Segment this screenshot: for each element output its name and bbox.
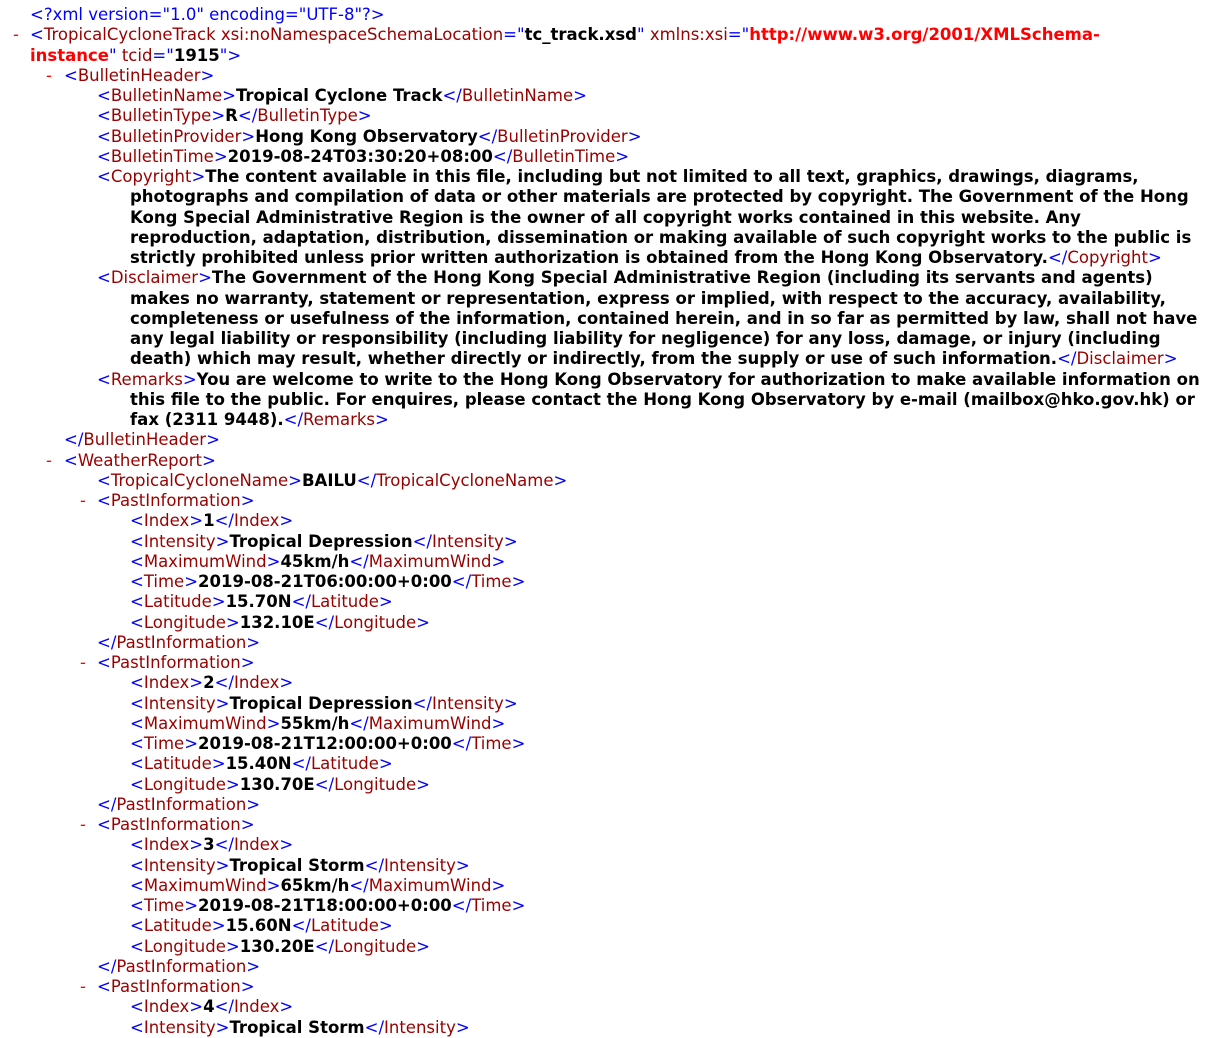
disclaimer-element: <Disclaimer>The Government of the Hong Kong Special Administrative Region (including its servants and agents) makes no warranty, statement or representation, express or implied, with respect to the accuracy, availability, completeness or usefulness of the information, contained herein, and in so far as permitted by law, shall not have any legal liability or responsibility (including liability for negligence) for any loss, damage, or injury (including death) which may result, whether directly or indirectly, from the supply or use of such information.</Disclaimer> [97,268,1198,369]
copyright-element: <Copyright>The content available in this file, including but not limited to all text, graphics, drawings, diagrams, photographs and compilation of data or other materials are protected by copyright. The Government of the Hong Kong Special Administrative Region is the owner of all copyright works contained in this website. Any reproduction, adaptation, distribution, dissemination or making available of such copyright works to the public is strictly prohibited unless prior written authorization is obtained from the Hong Kong Observatory.</Copyright> [97,167,1192,267]
root-open-tag: - <TropicalCycloneTrack xsi:noNamespaceSchemaLocation="tc_track.xsd" xmlns:xsi="http://www.w3.org/2001/XMLSchema-instance" tcid="1915"> [13,25,1100,65]
past-intensity-element: <Intensity>Tropical Depression</Intensity> [130,531,518,551]
past-index-element: <Index>2</Index> [130,673,294,693]
past-information-open: - <PastInformation> [80,977,255,996]
root-collapse-toggle[interactable]: - [13,25,19,45]
past-information-collapse-toggle[interactable]: - [80,653,86,672]
past-intensity-element: <Intensity>Tropical Storm</Intensity> [130,1017,470,1037]
past-information-close: </PastInformation> [97,632,261,652]
bulletin-provider-element: <BulletinProvider>Hong Kong Observatory</BulletinProvider> [97,126,642,146]
past-information-close: </PastInformation> [97,794,261,814]
past-longitude-element: <Longitude>130.70E</Longitude> [130,774,430,794]
past-information-collapse-toggle[interactable]: - [80,977,86,996]
past-maximumwind-element: <MaximumWind>55km/h</MaximumWind> [130,713,506,733]
past-information-list [0,491,1226,1038]
remarks-element: <Remarks>You are welcome to write to the Hong Kong Observatory for authorization to make available information on this file to the public. For enquires, please contact the Hong Kong Observatory by e-mail (mailbox@hko.gov.hk) or fax (2311 9448).</Remarks> [97,369,1200,429]
past-information-open: - <PastInformation> [80,815,255,834]
past-latitude-element: <Latitude>15.70N</Latitude> [130,592,393,612]
past-information-close: </PastInformation> [97,956,261,976]
past-maximumwind-element: <MaximumWind>65km/h</MaximumWind> [130,875,506,895]
past-information-collapse-toggle[interactable]: - [80,815,86,834]
past-index-element: <Index>4</Index> [130,997,294,1017]
past-information-open: - <PastInformation> [80,491,255,510]
bulletin-time-element: <BulletinTime>2019-08-24T03:30:20+08:00</BulletinTime> [97,146,630,166]
xsi-namespace-link: http://www.w3.org/2001/XMLSchema-instance [30,25,1100,65]
bulletin-type-element: <BulletinType>R</BulletinType> [97,106,372,126]
bulletin-name-element: <BulletinName>Tropical Cyclone Track</BulletinName> [97,86,587,105]
past-information-collapse-toggle[interactable]: - [80,491,86,510]
past-time-element: <Time>2019-08-21T18:00:00+0:00</Time> [130,896,526,915]
past-information-open: - <PastInformation> [80,653,255,672]
past-index-element: <Index>3</Index> [130,835,294,855]
past-latitude-element: <Latitude>15.40N</Latitude> [130,754,393,774]
bulletin-header-close: </BulletinHeader> [64,430,220,450]
cyclone-name-element: <TropicalCycloneName>BAILU</TropicalCycloneName> [97,470,568,490]
past-intensity-element: <Intensity>Tropical Storm</Intensity> [130,855,470,875]
root-tag-name: TropicalCycloneTrack [43,25,216,45]
weather-report-collapse-toggle[interactable]: - [46,450,52,470]
past-longitude-element: <Longitude>130.20E</Longitude> [130,936,430,956]
past-time-element: <Time>2019-08-21T06:00:00+0:00</Time> [130,572,526,591]
bulletin-header-open: - <BulletinHeader> [46,65,215,85]
xml-declaration: <?xml version="1.0" encoding="UTF-8"?> [30,5,385,24]
past-latitude-element: <Latitude>15.60N</Latitude> [130,916,393,936]
xml-tree-viewer [0,5,1226,1038]
past-intensity-element: <Intensity>Tropical Depression</Intensity> [130,693,518,713]
past-maximumwind-element: <MaximumWind>45km/h</MaximumWind> [130,551,506,571]
past-time-element: <Time>2019-08-21T12:00:00+0:00</Time> [130,734,526,753]
weather-report-open: - <WeatherReport> [46,450,216,470]
past-longitude-element: <Longitude>132.10E</Longitude> [130,612,430,632]
past-index-element: <Index>1</Index> [130,511,294,531]
bulletin-header-collapse-toggle[interactable]: - [46,65,52,85]
